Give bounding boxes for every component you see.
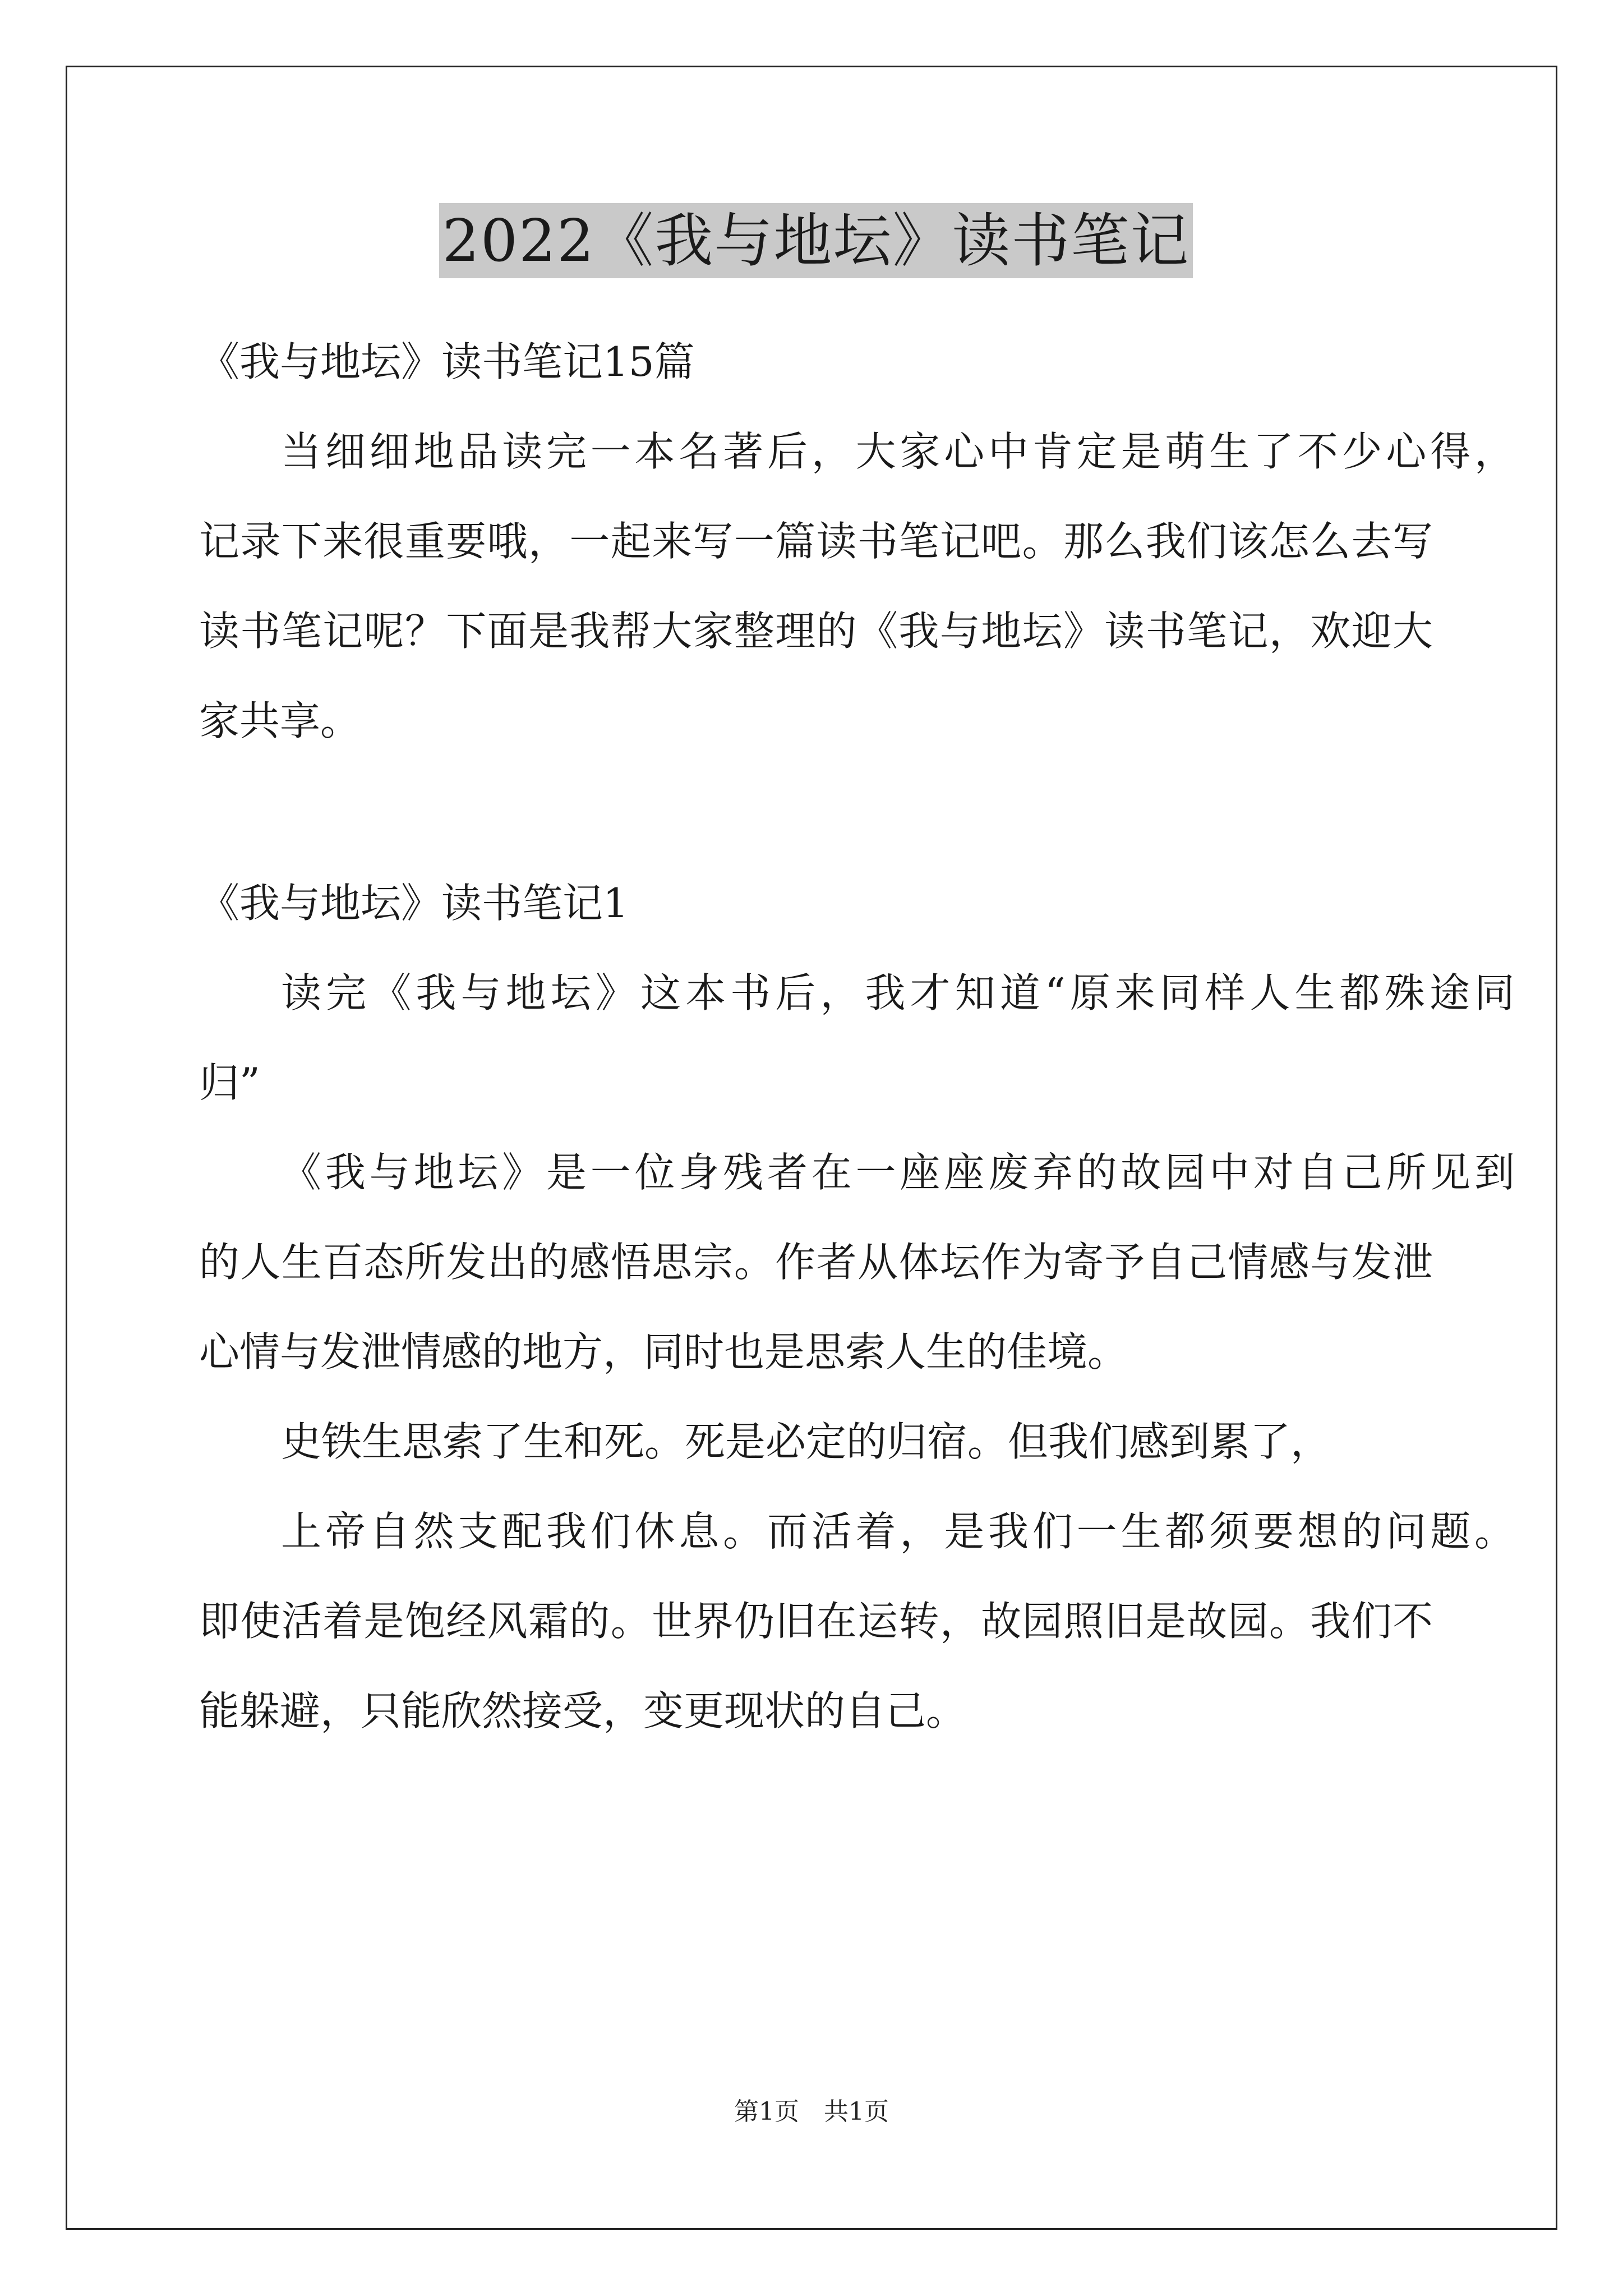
document-subtitle: 《我与地坛》读书笔记15篇 [199, 338, 695, 385]
body-line-1: 读完《我与地坛》这本书后，我才知道“原来同样人生都殊途同 [281, 969, 1515, 1016]
document-title: 2022《我与地坛》读书笔记 [439, 203, 1193, 278]
body-line-4: 的人生百态所发出的感悟思宗。作者从体坛作为寄予自己情感与发泄 [199, 1239, 1433, 1286]
body-line-3: 《我与地坛》是一位身残者在一座座废弃的故园中对自己所见到 [281, 1149, 1515, 1196]
section-heading: 《我与地坛》读书笔记1 [199, 880, 629, 927]
title-wrap [199, 203, 1433, 278]
body-line-7: 上帝自然支配我们休息。而活着，是我们一生都须要想的问题。 [281, 1508, 1515, 1555]
body-line-2: 归” [199, 1059, 260, 1106]
body-line-8: 即使活着是饱经风霜的。世界仍旧在运转，故园照旧是故园。我们不 [199, 1598, 1433, 1645]
intro-line-4: 家共享。 [199, 697, 361, 744]
intro-line-1: 当细细地品读完一本名著后，大家心中肯定是萌生了不少心得， [281, 428, 1515, 475]
body-line-9: 能躲避，只能欣然接受，变更现状的自己。 [199, 1687, 967, 1734]
intro-line-3: 读书笔记呢？下面是我帮大家整理的《我与地坛》读书笔记，欢迎大 [199, 608, 1433, 655]
body-line-5: 心情与发泄情感的地方，同时也是思索人生的佳境。 [199, 1328, 1128, 1375]
body-line-6: 史铁生思索了生和死。死是必定的归宿。但我们感到累了， [281, 1418, 1331, 1465]
page-footer: 第1页 共1页 [734, 2097, 889, 2126]
intro-line-2: 记录下来很重要哦，一起来写一篇读书笔记吧。那么我们该怎么去写 [199, 518, 1433, 565]
